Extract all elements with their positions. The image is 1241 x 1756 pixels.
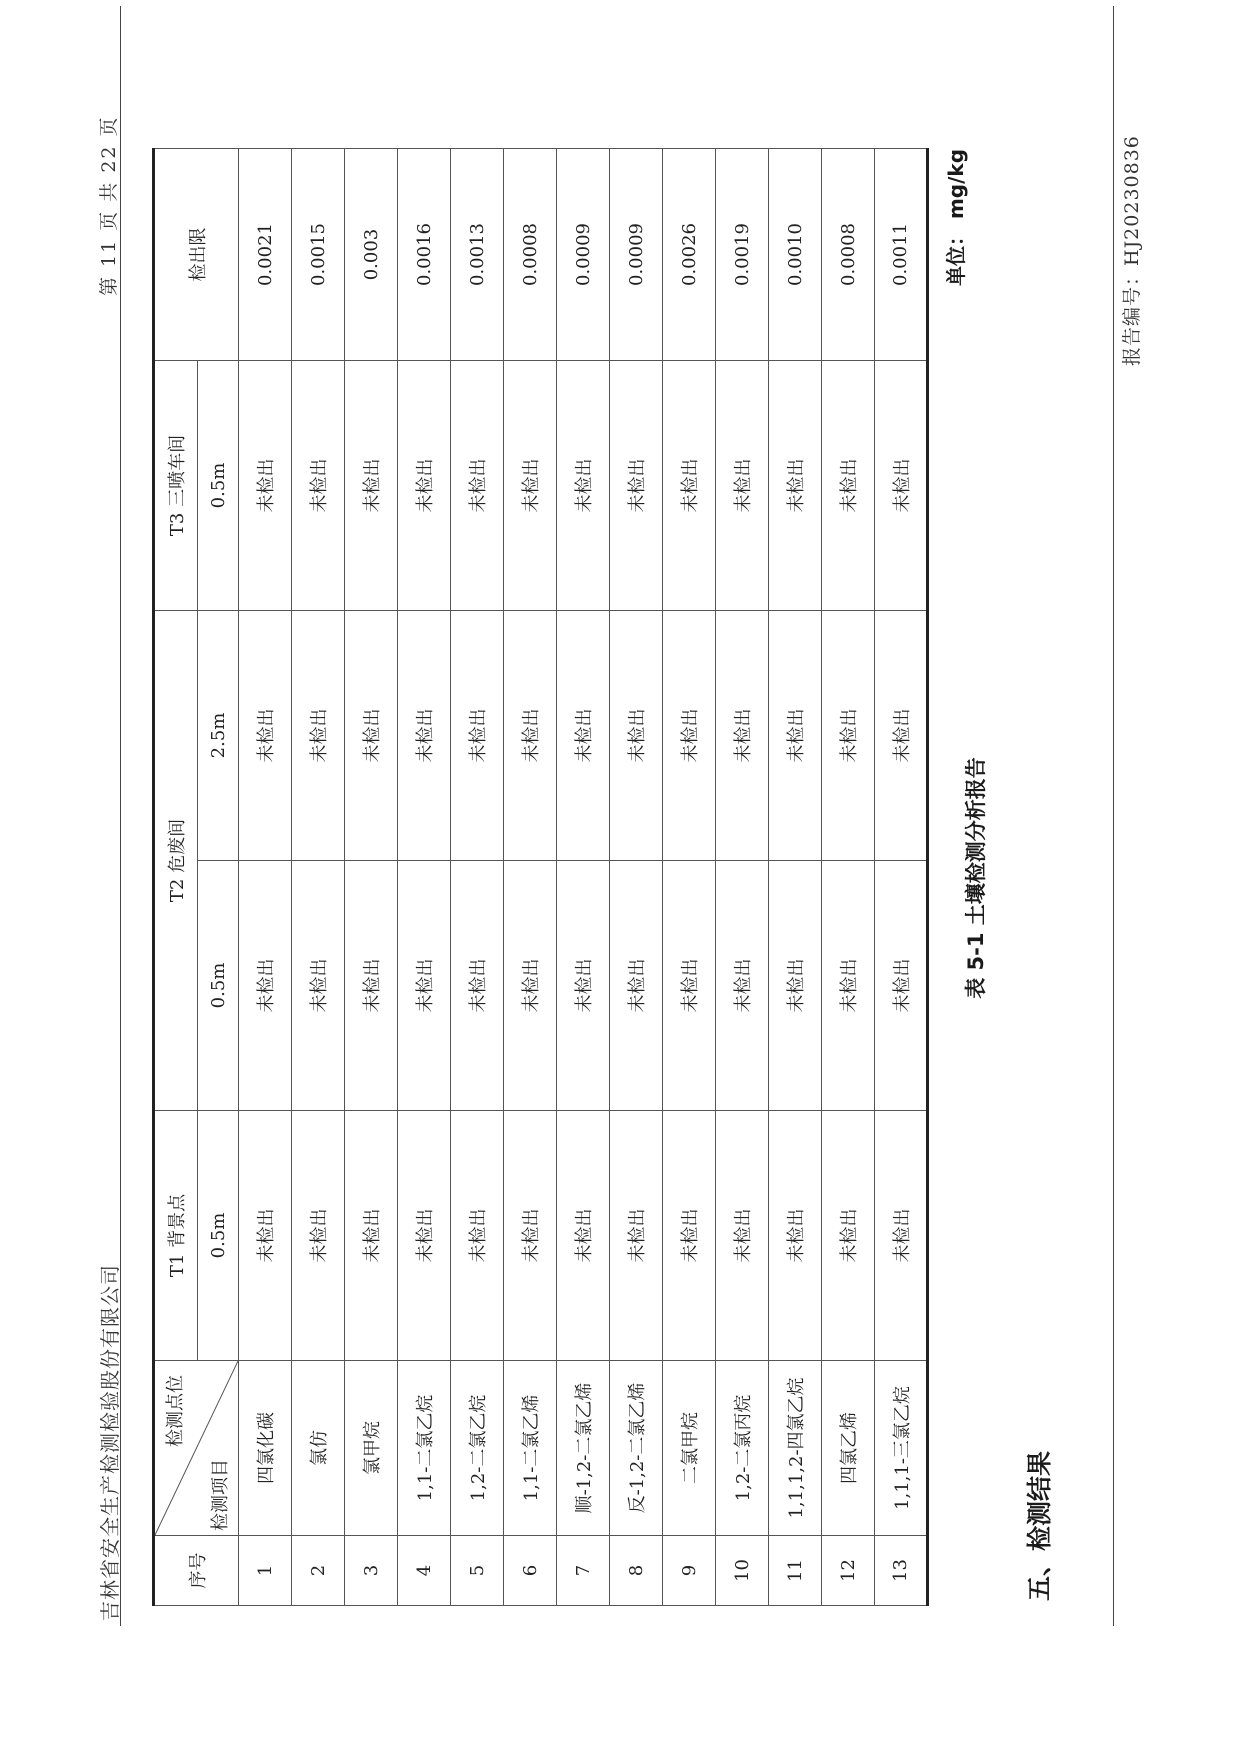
- row-t2b: 未检出: [557, 611, 610, 861]
- row-t1: 未检出: [398, 1111, 451, 1361]
- row-seq: 7: [557, 1536, 610, 1606]
- row-item: 顺-1,2-二氯乙烯: [557, 1361, 610, 1536]
- header-rule: [1113, 6, 1114, 1626]
- table-row: [822, 149, 875, 1606]
- table-row: [875, 149, 928, 1606]
- row-item: 1,1-二氯乙烯: [504, 1361, 557, 1536]
- row-t2b: 未检出: [875, 611, 928, 861]
- row-t2a: 未检出: [345, 861, 398, 1111]
- row-t2b: 未检出: [451, 611, 504, 861]
- row-t1: 未检出: [504, 1111, 557, 1361]
- row-t2a: 未检出: [875, 861, 928, 1111]
- row-t1: 未检出: [610, 1111, 663, 1361]
- row-t2a: 未检出: [610, 861, 663, 1111]
- row-t3: 未检出: [398, 361, 451, 611]
- row-t2a: 未检出: [398, 861, 451, 1111]
- row-limit: 0.0009: [610, 149, 663, 361]
- group-t3: T3 三喷车间: [154, 361, 198, 611]
- row-limit: 0.003: [345, 149, 398, 361]
- row-seq: 5: [451, 1536, 504, 1606]
- table-row: [451, 149, 504, 1606]
- company-name: 吉林省安全生产检测检验股份有限公司: [98, 1264, 122, 1621]
- row-limit: 0.0010: [769, 149, 822, 361]
- row-item: 氯仿: [292, 1361, 345, 1536]
- row-t2a: 未检出: [504, 861, 557, 1111]
- row-t2a: 未检出: [239, 861, 292, 1111]
- row-t2a: 未检出: [716, 861, 769, 1111]
- table-row: [663, 149, 716, 1606]
- row-item: 1,1,1,2-四氯乙烷: [769, 1361, 822, 1536]
- row-seq: 8: [610, 1536, 663, 1606]
- row-seq: 6: [504, 1536, 557, 1606]
- row-limit: 0.0013: [451, 149, 504, 361]
- row-t2b: 未检出: [769, 611, 822, 861]
- row-t2b: 未检出: [663, 611, 716, 861]
- row-limit: 0.0008: [822, 149, 875, 361]
- row-limit: 0.0026: [663, 149, 716, 361]
- row-t2a: 未检出: [292, 861, 345, 1111]
- row-t2a: 未检出: [451, 861, 504, 1111]
- row-t1: 未检出: [769, 1111, 822, 1361]
- row-t3: 未检出: [822, 361, 875, 611]
- page-number: 第 11 页 共 22 页: [98, 115, 120, 296]
- row-t1: 未检出: [239, 1111, 292, 1361]
- report-number: 报告编号：HJ20230836: [1121, 135, 1143, 366]
- table-row: [398, 149, 451, 1606]
- diag-item-label: 检测项目: [210, 1459, 231, 1531]
- row-t3: 未检出: [504, 361, 557, 611]
- row-t1: 未检出: [345, 1111, 398, 1361]
- limit-header: 检出限: [154, 149, 239, 361]
- row-t3: 未检出: [345, 361, 398, 611]
- row-seq: 13: [875, 1536, 928, 1606]
- row-t3: 未检出: [769, 361, 822, 611]
- table-body: [239, 149, 928, 1606]
- row-t2b: 未检出: [398, 611, 451, 861]
- depth-t3: 0.5m: [198, 361, 239, 611]
- row-limit: 0.0019: [716, 149, 769, 361]
- table-row: [239, 149, 292, 1606]
- table-row: [610, 149, 663, 1606]
- depth-t1: 0.5m: [198, 1111, 239, 1361]
- row-limit: 0.0008: [504, 149, 557, 361]
- row-t2b: 未检出: [345, 611, 398, 861]
- row-item: 1,2-二氯丙烷: [716, 1361, 769, 1536]
- table-row: [345, 149, 398, 1606]
- row-t3: 未检出: [239, 361, 292, 611]
- soil-results-table: [152, 148, 929, 1606]
- row-t3: 未检出: [557, 361, 610, 611]
- row-t2b: 未检出: [504, 611, 557, 861]
- row-item: 氯甲烷: [345, 1361, 398, 1536]
- row-item: 二氯甲烷: [663, 1361, 716, 1536]
- row-t2b: 未检出: [716, 611, 769, 861]
- section-title: 五、检测结果: [1025, 1450, 1054, 1601]
- row-seq: 12: [822, 1536, 875, 1606]
- row-t3: 未检出: [610, 361, 663, 611]
- row-seq: 3: [345, 1536, 398, 1606]
- row-item: 四氯化碳: [239, 1361, 292, 1536]
- row-seq: 1: [239, 1536, 292, 1606]
- row-seq: 10: [716, 1536, 769, 1606]
- group-t2: T2 危废间: [154, 611, 198, 1111]
- row-t2a: 未检出: [663, 861, 716, 1111]
- row-t2b: 未检出: [822, 611, 875, 861]
- unit-label: 单位： mg/kg: [944, 148, 968, 286]
- row-t1: 未检出: [875, 1111, 928, 1361]
- row-t3: 未检出: [292, 361, 345, 611]
- row-limit: 0.0011: [875, 149, 928, 361]
- row-item: 1,1-二氯乙烷: [398, 1361, 451, 1536]
- row-t1: 未检出: [822, 1111, 875, 1361]
- row-item: 1,2-二氯乙烷: [451, 1361, 504, 1536]
- seq-header: 序号: [154, 1536, 239, 1606]
- row-t2b: 未检出: [292, 611, 345, 861]
- row-item: 1,1,1-三氯乙烷: [875, 1361, 928, 1536]
- header-row-groups: [154, 149, 198, 1606]
- row-t2b: 未检出: [239, 611, 292, 861]
- group-t1: T1 背景点: [154, 1111, 198, 1361]
- row-limit: 0.0009: [557, 149, 610, 361]
- row-seq: 11: [769, 1536, 822, 1606]
- row-seq: 9: [663, 1536, 716, 1606]
- row-item: 反-1,2-二氯乙烯: [610, 1361, 663, 1536]
- row-t1: 未检出: [451, 1111, 504, 1361]
- table-row: [716, 149, 769, 1606]
- row-t3: 未检出: [716, 361, 769, 611]
- table-row: [292, 149, 345, 1606]
- diagonal-header: [154, 1361, 239, 1536]
- table-row: [769, 149, 822, 1606]
- row-limit: 0.0015: [292, 149, 345, 361]
- row-t1: 未检出: [663, 1111, 716, 1361]
- row-seq: 2: [292, 1536, 345, 1606]
- row-t2a: 未检出: [769, 861, 822, 1111]
- depth-t2a: 0.5m: [198, 861, 239, 1111]
- row-t3: 未检出: [451, 361, 504, 611]
- row-t1: 未检出: [292, 1111, 345, 1361]
- table-row: [504, 149, 557, 1606]
- row-seq: 4: [398, 1536, 451, 1606]
- row-t1: 未检出: [716, 1111, 769, 1361]
- row-t1: 未检出: [557, 1111, 610, 1361]
- row-limit: 0.0016: [398, 149, 451, 361]
- table-row: [557, 149, 610, 1606]
- row-t2a: 未检出: [557, 861, 610, 1111]
- row-t2b: 未检出: [610, 611, 663, 861]
- row-t3: 未检出: [663, 361, 716, 611]
- diag-point-label: 检测点位: [165, 1375, 186, 1447]
- table-caption: 表 5-1 土壤检测分析报告: [964, 757, 988, 999]
- depth-t2b: 2.5m: [198, 611, 239, 861]
- row-item: 四氯乙烯: [822, 1361, 875, 1536]
- row-t3: 未检出: [875, 361, 928, 611]
- row-t2a: 未检出: [822, 861, 875, 1111]
- row-limit: 0.0021: [239, 149, 292, 361]
